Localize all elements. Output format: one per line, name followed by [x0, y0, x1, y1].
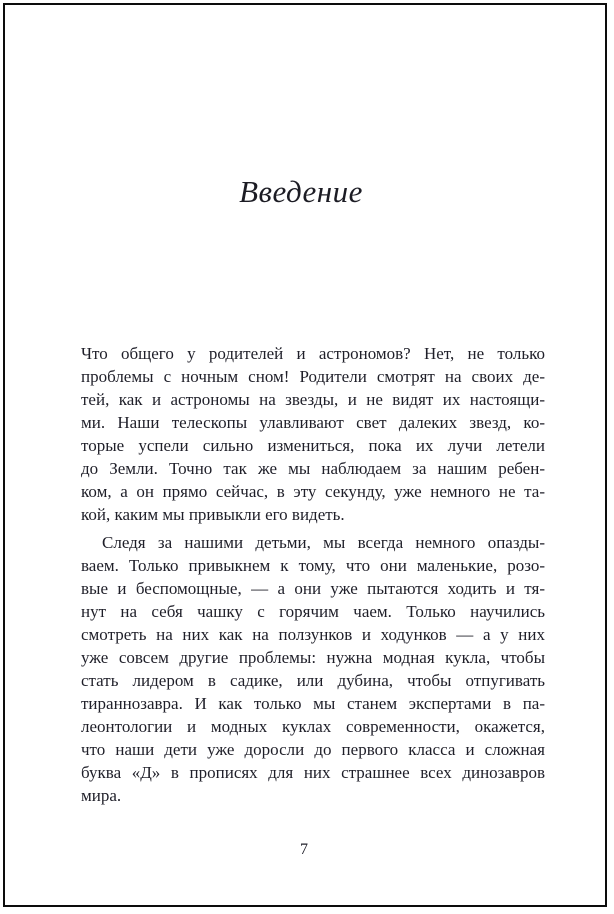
text-line: кой, каким мы привыкли его видеть.	[81, 505, 345, 524]
text-line: проблемы с ночным сном! Родители смотрят на своих де-	[81, 367, 545, 386]
text-line: ком, а он прямо сейчас, в эту секунду, уже немного не та-	[81, 482, 545, 501]
book-page-frame	[3, 3, 607, 907]
text-line: уже совсем другие проблемы: нужна модная кукла, чтобы	[81, 648, 545, 667]
text-line: нут на себя чашку с горячим чаем. Только научились	[81, 602, 545, 621]
text-line: тей, как и астрономы на звезды, и не видят их настоящи-	[81, 390, 545, 409]
text-line: торые успели сильно измениться, пока их лучи летели	[81, 436, 545, 455]
text-line: буква «Д» в прописях для них страшнее всех динозавров	[81, 763, 545, 782]
text-line: до Земли. Точно так же мы наблюдаем за нашим ребен-	[81, 459, 545, 478]
text-line: Следя за нашими детьми, мы всегда немного опазды-	[102, 533, 545, 552]
text-line: мира.	[81, 786, 122, 805]
text-line: ми. Наши телескопы улавливают свет далеких звезд, ко-	[81, 413, 545, 432]
text-line: Что общего у родителей и астрономов? Нет, не только	[81, 344, 545, 363]
text-line: вые и беспомощные, — а они уже пытаются ходить и тя-	[81, 579, 545, 598]
paragraph	[81, 531, 545, 807]
paragraph	[81, 342, 545, 526]
text-line: тираннозавра. И как только мы станем экспертами в па-	[81, 694, 545, 713]
text-line: леонтологии и модных куклах современности, окажется,	[81, 717, 545, 736]
text-line: смотреть на них как на ползунков и ходунков — а у них	[81, 625, 545, 644]
text-line: стать лидером в садике, или дубина, чтобы отпугивать	[81, 671, 545, 690]
text-line: ваем. Только привыкнем к тому, что они маленькие, розо-	[81, 556, 545, 575]
chapter-title: Введение	[239, 174, 363, 209]
text-line: что наши дети уже доросли до первого класса и сложная	[81, 740, 545, 759]
body-text	[81, 342, 545, 807]
page-number: 7	[300, 841, 308, 858]
